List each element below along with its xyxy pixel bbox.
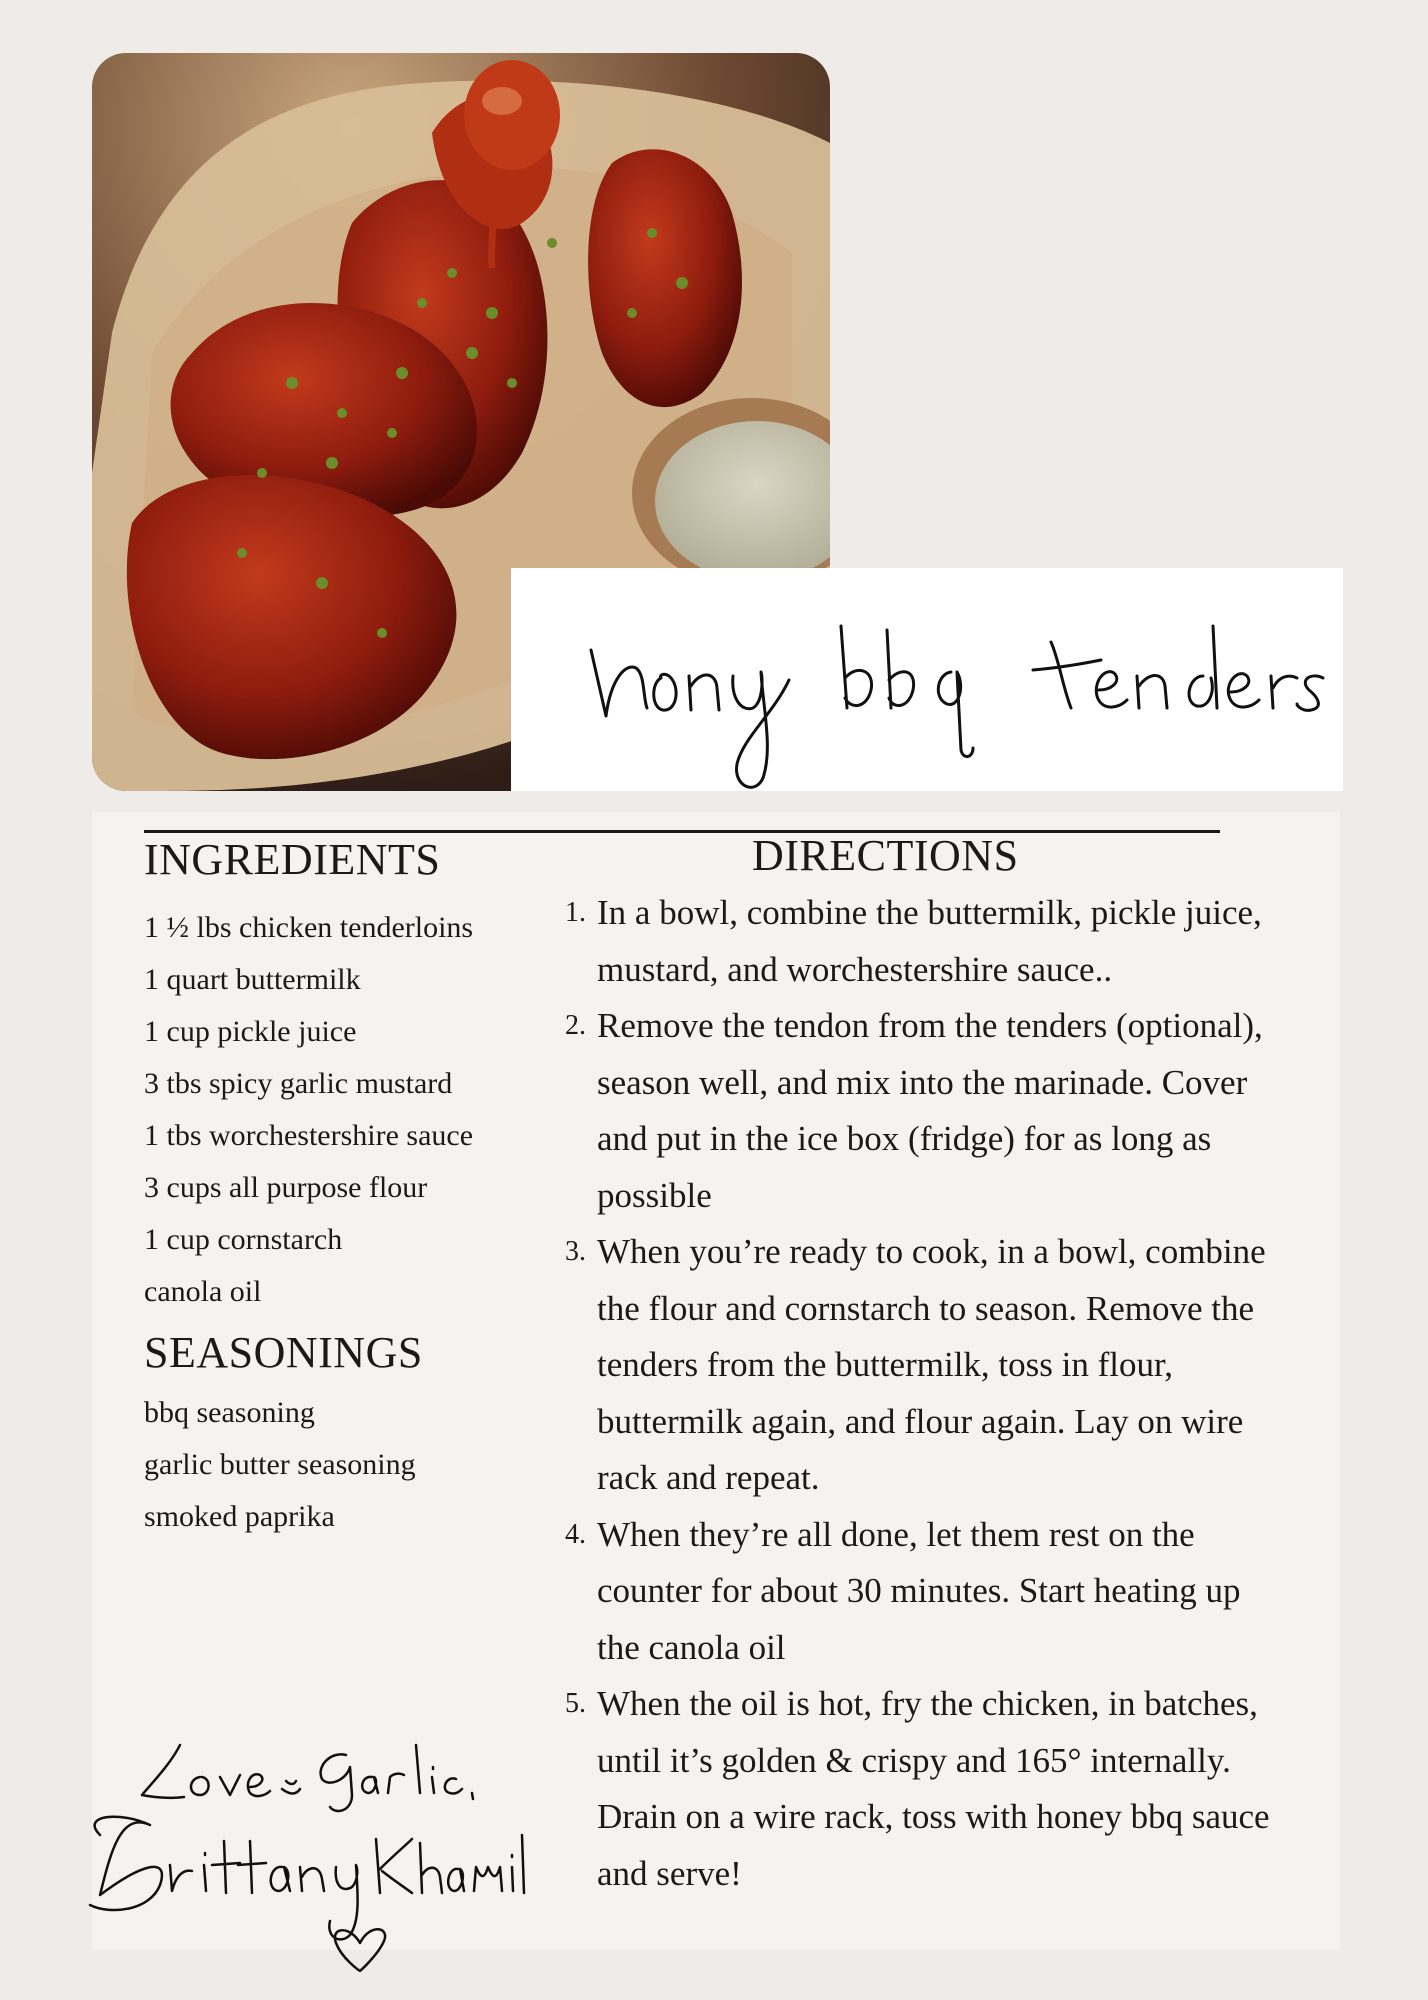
ingredients-heading: INGREDIENTS bbox=[144, 835, 441, 884]
step-text: Remove the tendon from the tenders (optional), season well, and mix into the marinade. Cover and put in the ice box (fridge) for as long as possible bbox=[597, 1006, 1263, 1215]
heading-divider bbox=[144, 830, 1220, 833]
recipe-title-card bbox=[511, 568, 1343, 791]
ingredient-item: 3 cups all purpose flour bbox=[144, 1171, 428, 1204]
ingredient-item: 1 tbs worchestershire sauce bbox=[144, 1119, 474, 1152]
ingredient-item: 1 cup pickle juice bbox=[144, 1015, 357, 1048]
ingredient-item: 1 cup cornstarch bbox=[144, 1223, 343, 1256]
ingredient-item: 1 ½ lbs chicken tenderloins bbox=[144, 911, 474, 944]
seasoning-item: smoked paprika bbox=[144, 1500, 335, 1533]
step-text: When you’re ready to cook, in a bowl, combine the flour and cornstarch to season. Remove the tenders from the buttermilk, toss in flour, buttermilk again, and flour again. Lay on wire rack and repeat. bbox=[597, 1232, 1266, 1497]
step-number: 3. bbox=[565, 1236, 586, 1267]
ingredient-item: canola oil bbox=[144, 1275, 262, 1308]
direction-step bbox=[565, 1224, 1285, 1507]
direction-step bbox=[565, 885, 1285, 998]
signature-graphic bbox=[60, 1715, 530, 1975]
step-text: In a bowl, combine the buttermilk, pickle juice, mustard, and worchestershire sauce.. bbox=[597, 893, 1262, 989]
seasoning-item: garlic butter seasoning bbox=[144, 1448, 416, 1481]
seasoning-item: bbq seasoning bbox=[144, 1396, 315, 1429]
handwritten-signature bbox=[60, 1715, 530, 1975]
step-text: When they’re all done, let them rest on the counter for about 30 minutes. Start heating up the canola oil bbox=[597, 1514, 1241, 1667]
step-number: 4. bbox=[565, 1518, 586, 1550]
step-number: 1. bbox=[565, 897, 586, 928]
ingredient-item: 1 quart buttermilk bbox=[144, 963, 361, 996]
direction-step bbox=[565, 998, 1285, 1224]
handwritten-title bbox=[511, 568, 1343, 791]
directions-list bbox=[565, 885, 1285, 1902]
seasonings-list bbox=[144, 1387, 416, 1543]
ingredient-item: 3 tbs spicy garlic mustard bbox=[144, 1067, 453, 1100]
step-number: 5. bbox=[565, 1688, 586, 1719]
ingredients-list bbox=[144, 902, 473, 1318]
step-number: 2. bbox=[565, 1010, 586, 1041]
direction-step bbox=[565, 1507, 1285, 1677]
directions-heading: DIRECTIONS bbox=[752, 831, 1019, 880]
seasonings-heading: SEASONINGS bbox=[144, 1328, 423, 1377]
direction-step bbox=[565, 1676, 1285, 1902]
step-text: When the oil is hot, fry the chicken, in batches, until it’s golden & crispy and 165° internally. Drain on a wire rack, toss with honey bbq sauce and serve! bbox=[597, 1684, 1270, 1893]
